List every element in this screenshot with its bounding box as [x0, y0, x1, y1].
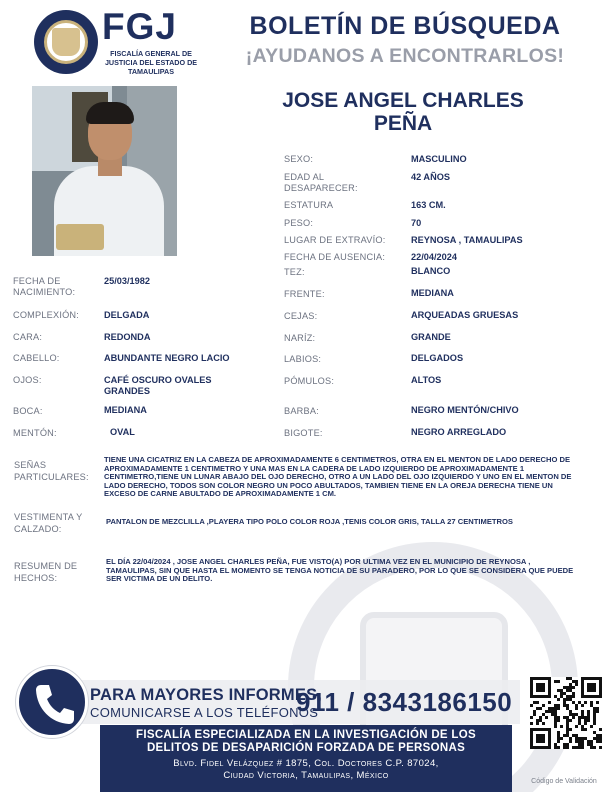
- field-label-fecha-ausencia: FECHA DE AUSENCIA:: [284, 252, 386, 262]
- logo-subtitle: FISCALÍA GENERAL DE JUSTICIA DEL ESTADO DE TAMAULIPAS: [104, 49, 198, 76]
- field-label-labios: LABIOS:: [284, 354, 322, 364]
- field-label-cejas: CEJAS:: [284, 311, 318, 321]
- field-value-cabello: ABUNDANTE NEGRO LACIO: [104, 353, 230, 363]
- field-value-fecha-ausencia: 22/04/2024: [411, 252, 457, 262]
- field-label-nariz: NARÍZ:: [284, 333, 316, 343]
- field-label-peso: PESO:: [284, 218, 314, 228]
- person-photo: [32, 86, 177, 256]
- page-subtitle: ¡AYUDANOS A ENCONTRARLOS!: [245, 45, 565, 67]
- agency-block: [100, 729, 512, 783]
- field-label-cara: CARA:: [13, 332, 43, 342]
- field-value-pomulos: ALTOS: [411, 375, 442, 385]
- photo-hair: [86, 102, 134, 124]
- resumen-label: RESUMEN DE HECHOS:: [14, 561, 78, 583]
- field-value-ojos: CAFÉ OSCURO OVALES GRANDES: [104, 375, 212, 396]
- field-label-edad: EDAD AL DESAPARECER:: [284, 172, 358, 193]
- phone-icon: [19, 669, 85, 735]
- agency-line1: FISCALÍA ESPECIALIZADA EN LA INVESTIGACIÓN DE LOS: [136, 729, 476, 741]
- resumen-text: EL DÍA 22/04/2024 , JOSE ANGEL CHARLES PEÑA, FUE VISTO(A) POR ULTIMA VEZ EN EL MUNICIPIO DE REYNOSA , TAMAULIPAS, SIN QUE HASTA EL MOMENTO SE TENGA NOTICIA DE SU PARADERO, POR LO QUE SE CONSIDERA QUE PUEDE SER VICTIMA DE UN DELITO.: [106, 557, 574, 583]
- field-value-complexion: DELGADA: [104, 310, 150, 320]
- field-value-nariz: GRANDE: [411, 332, 451, 342]
- field-value-boca: MEDIANA: [104, 405, 147, 415]
- field-label-ojos: OJOS:: [13, 375, 42, 385]
- field-value-nacimiento: 25/03/1982: [104, 276, 150, 286]
- field-label-nacimiento: FECHA DE NACIMIENTO:: [13, 276, 76, 297]
- field-value-bigote: NEGRO ARREGLADO: [411, 427, 507, 437]
- seal-icon-shield: [52, 28, 80, 56]
- phone-number[interactable]: 911 / 8343186150: [296, 687, 513, 717]
- field-label-complexion: COMPLEXIÓN:: [13, 310, 80, 320]
- field-label-barba: BARBA:: [284, 406, 319, 416]
- agency-line2: DELITOS DE DESAPARICIÓN FORZADA DE PERSONAS: [146, 742, 466, 754]
- phone-button: [16, 666, 88, 738]
- field-value-estatura: 163 CM.: [411, 200, 446, 210]
- field-value-tez: BLANCO: [411, 266, 451, 276]
- address-line2: Ciudad Victoria, Tamaulipas, México: [223, 770, 389, 781]
- field-label-lugar: LUGAR DE EXTRAVÍO:: [284, 235, 386, 245]
- field-value-sexo: MASCULINO: [411, 154, 467, 164]
- field-label-cabello: CABELLO:: [13, 353, 60, 363]
- vestimenta-label: VESTIMENTA Y CALZADO:: [14, 512, 83, 534]
- field-value-frente: MEDIANA: [411, 288, 454, 298]
- person-name-line2: PEÑA: [373, 112, 433, 135]
- field-label-bigote: BIGOTE:: [284, 428, 323, 438]
- qr-code-graphic: [530, 677, 602, 749]
- logo-text: FGJ: [102, 6, 177, 47]
- field-label-frente: FRENTE:: [284, 289, 325, 299]
- senas-text: TIENE UNA CICATRIZ EN LA CABEZA DE APROXIMADAMENTE 6 CENTIMETROS, OTRA EN EL MENTON DE LADO DERECHO DE APROXIMADAMENTE 1 CENTIMETRO Y UNA MAS EN LA CADERA DE LADO IZQUIERDO DE APROXIMADAMENTE 1 CENTIMETRO,TIENE UN LUNAR ABAJO DEL OJO DERECHO, OTRO A UN LADO DEL OJO IZQUIERDO Y UNO EN EL MENTON DE LADO DERECHO, TODOS SON COLOR NEGRO UN POCO ABULTADOS, TAMBIEN TIENE EN LA OREJA DERECHA TIENE UN EXCESO DE CARNE ABULTADO DE APROXIMADAMENTE 1 CM.: [104, 455, 572, 498]
- page-title: BOLETÍN DE BÚSQUEDA: [249, 12, 561, 40]
- qr-code[interactable]: [530, 677, 602, 749]
- field-value-cara: REDONDA: [104, 332, 151, 342]
- field-value-barba: NEGRO MENTÓN/CHIVO: [411, 405, 519, 415]
- person-name: [248, 89, 558, 135]
- field-value-edad: 42 AÑOS: [411, 172, 450, 182]
- info-line2: COMUNICARSE A LOS TELÉFONOS: [90, 705, 319, 720]
- qr-caption: Código de Validación: [531, 778, 597, 785]
- field-label-menton: MENTÓN:: [13, 428, 57, 438]
- field-value-menton: OVAL: [110, 427, 135, 437]
- photo-cake: [56, 224, 104, 250]
- field-value-peso: 70: [411, 218, 422, 228]
- field-label-tez: TEZ:: [284, 267, 305, 277]
- field-label-sexo: SEXO:: [284, 154, 314, 164]
- info-line1: PARA MAYORES INFORMES,: [90, 686, 323, 704]
- senas-label: SEÑAS PARTICULARES:: [14, 460, 89, 482]
- field-label-estatura: ESTATURA: [284, 200, 334, 210]
- address-line1: Blvd. Fidel Velázquez # 1875, Col. Doctores C.P. 87024,: [173, 758, 439, 769]
- vestimenta-text: PANTALON DE MEZCLILLA ,PLAYERA TIPO POLO COLOR ROJA ,TENIS COLOR GRIS, TALLA 27 CENTIMETROS: [106, 517, 513, 526]
- field-value-lugar: REYNOSA , TAMAULIPAS: [411, 235, 523, 245]
- field-value-cejas: ARQUEADAS GRUESAS: [411, 310, 519, 320]
- field-label-boca: BOCA:: [13, 406, 43, 416]
- person-name-line1: JOSE ANGEL CHARLES: [282, 89, 524, 112]
- field-value-labios: DELGADOS: [411, 353, 464, 363]
- field-label-pomulos: PÓMULOS:: [284, 376, 335, 386]
